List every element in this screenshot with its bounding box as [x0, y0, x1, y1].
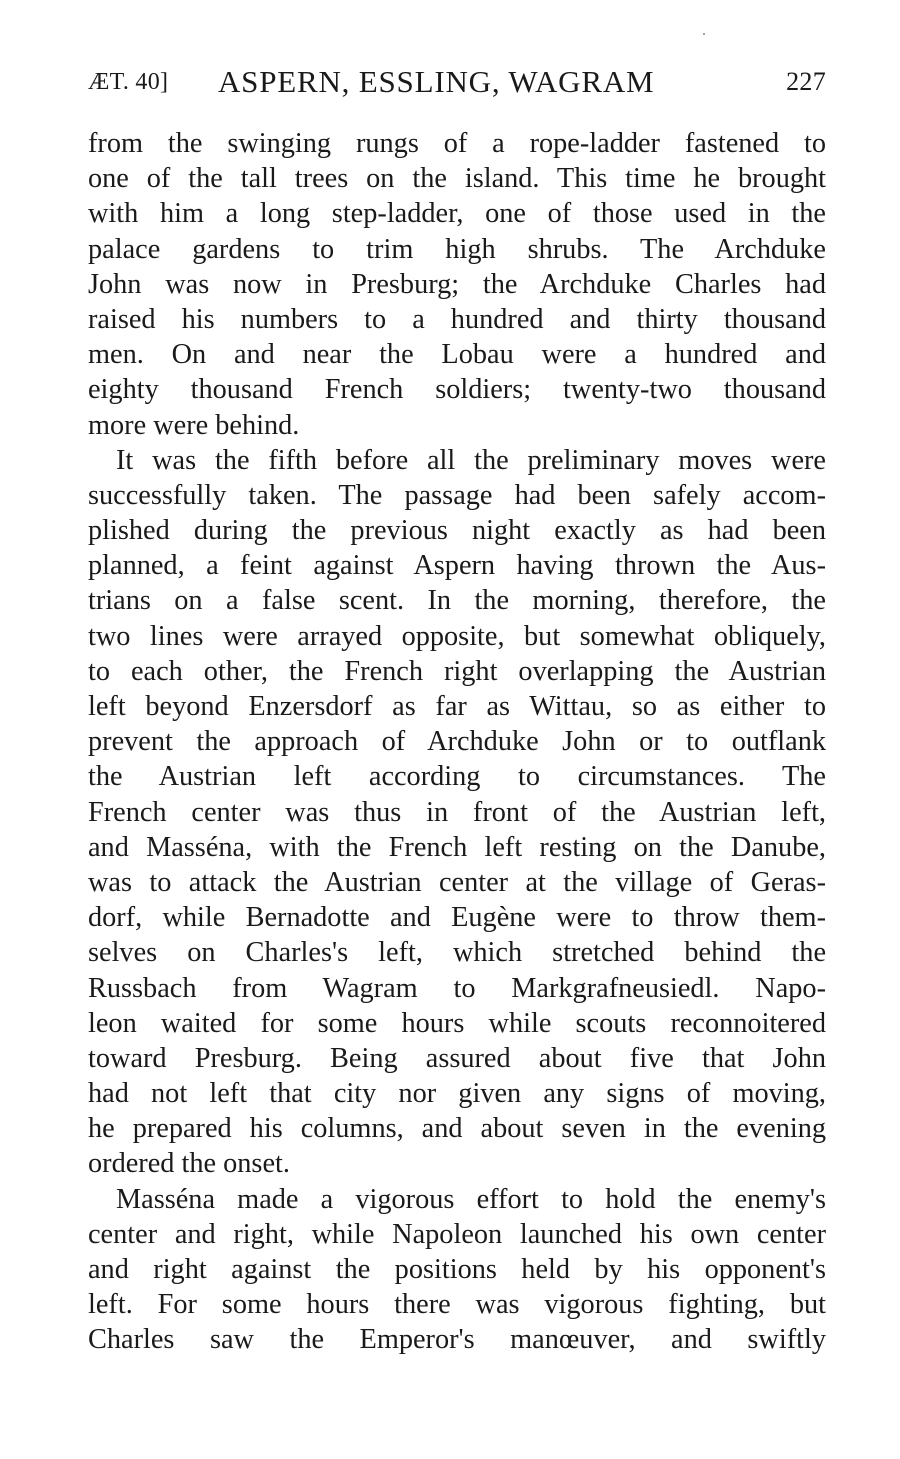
text-line: Masséna made a vigorous effort to hold the enemy's [116, 1183, 826, 1215]
text-line: successfully taken. The passage had been safely accom- [88, 479, 826, 511]
text-line: left beyond Enzersdorf as far as Wittau, so as either to [88, 691, 826, 723]
text-line: Charles saw the Emperor's manœuver, and swiftly [88, 1324, 826, 1356]
text-line: palace gardens to trim high shrubs. The Archduke [88, 233, 826, 265]
text-line: It was the fifth before all the preliminary moves were [116, 444, 826, 476]
text-line: leon waited for some hours while scouts reconnoitered [88, 1007, 826, 1039]
header-age-marker: ÆT. 40] [88, 69, 169, 95]
text-line: one of the tall trees on the island. This time he brought [88, 163, 826, 195]
text-line: center and right, while Napoleon launched his own center [88, 1218, 826, 1250]
text-line: men. On and near the Lobau were a hundred and [88, 339, 826, 371]
text-line: he prepared his columns, and about seven in the evening [88, 1113, 826, 1145]
text-line: selves on Charles's left, which stretched behind the [88, 937, 826, 969]
text-line: French center was thus in front of the Austrian left, [88, 796, 826, 828]
text-line: ordered the onset. [88, 1148, 290, 1180]
text-line: from the swinging rungs of a rope-ladder fastened to [88, 128, 826, 159]
scan-speck [703, 33, 705, 35]
text-line: the Austrian left according to circumstances. The [88, 761, 826, 793]
body-text [88, 126, 826, 1358]
text-line: to each other, the French right overlapping the Austrian [88, 655, 826, 687]
text-line: had not left that city nor given any signs of moving, [88, 1078, 826, 1110]
text-line: plished during the previous night exactly as had been [88, 515, 826, 547]
text-line: toward Presburg. Being assured about five that John [88, 1042, 826, 1074]
text-line: was to attack the Austrian center at the village of Geras- [88, 866, 826, 898]
text-line: and Masséna, with the French left resting on the Danube, [88, 831, 826, 863]
paragraph-3 [88, 1182, 826, 1358]
text-line: Russbach from Wagram to Markgrafneusiedl. Napo- [88, 972, 826, 1004]
text-line: two lines were arrayed opposite, but somewhat obliquely, [88, 620, 826, 652]
text-line: John was now in Presburg; the Archduke Charles had [88, 268, 826, 300]
text-line: prevent the approach of Archduke John or to outflank [88, 726, 826, 758]
paragraph-1 [88, 126, 826, 443]
text-line: raised his numbers to a hundred and thirty thousand [88, 303, 826, 335]
text-line: trians on a false scent. In the morning, therefore, the [88, 585, 826, 617]
text-line: left. For some hours there was vigorous fighting, but [88, 1289, 826, 1321]
header-title: ASPERN, ESSLING, WAGRAM [218, 64, 655, 99]
page-number: 227 [786, 67, 826, 96]
paragraph-2 [88, 443, 826, 1182]
text-line: and right against the positions held by his opponent's [88, 1254, 826, 1286]
text-line: planned, a feint against Aspern having thrown the Aus- [88, 550, 826, 582]
text-line: with him a long step-ladder, one of those used in the [88, 198, 826, 230]
text-line: more were behind. [88, 409, 300, 441]
text-line: dorf, while Bernadotte and Eugène were to throw them- [88, 902, 826, 934]
running-head [88, 62, 826, 102]
text-line: eighty thousand French soldiers; twenty-two thousand [88, 374, 826, 406]
